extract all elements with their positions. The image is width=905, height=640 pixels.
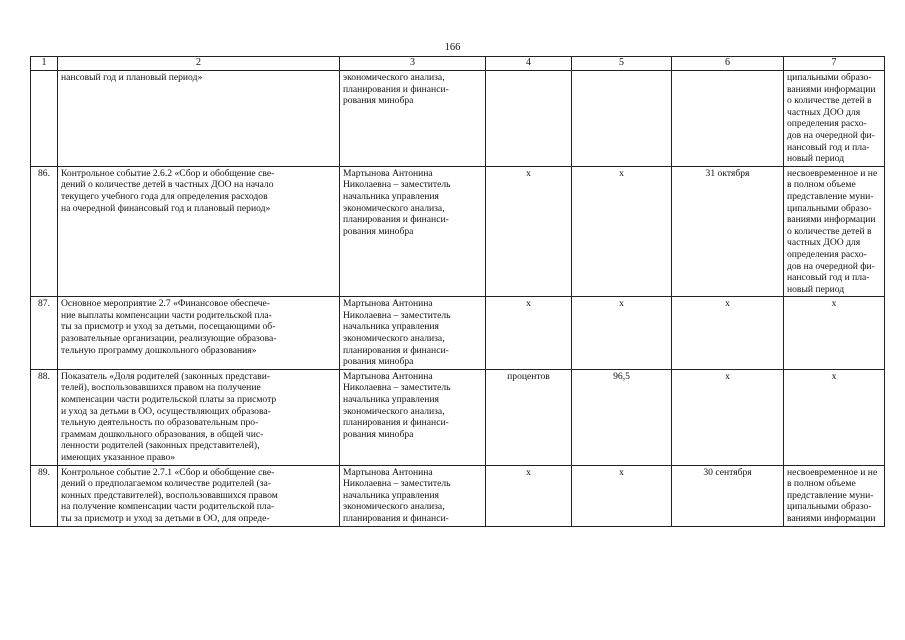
text-line: новый период	[787, 283, 845, 295]
page-number: 166	[444, 42, 461, 53]
text-line: дов на очередной фи-	[787, 260, 875, 272]
deadline-cell: х	[672, 297, 784, 370]
text-line: рования минобра	[343, 95, 414, 107]
text-line: несвоевременное и не	[787, 466, 878, 478]
text-line: в полном объеме	[787, 179, 856, 191]
row-number: 89.	[31, 465, 58, 526]
column-number: 5	[572, 57, 672, 71]
text-line: Николаевна – заместитель	[343, 179, 451, 191]
text-line: Николаевна – заместитель	[343, 309, 451, 321]
unit-cell: х	[486, 465, 572, 526]
note-cell: х	[784, 297, 885, 370]
text-line: Контрольное событие 2.6.2 «Сбор и обобщение све-	[61, 167, 275, 179]
text-line: Мартынова Антонина	[343, 466, 433, 478]
text-line: в полном объеме	[787, 478, 856, 490]
text-line: Основное мероприятие 2.7 «Финансовое обеспече-	[61, 298, 270, 310]
unit-cell: х	[486, 297, 572, 370]
text-line: конных представителей), воспользовавшихся правом	[61, 489, 278, 501]
unit-cell	[486, 71, 572, 167]
table-row	[31, 166, 885, 297]
text-line: экономического анализа,	[343, 333, 445, 345]
text-line: ваниями информации	[787, 214, 876, 226]
text-line: граммам дошкольного образования, в общей чис-	[61, 428, 264, 440]
value-cell: х	[572, 297, 672, 370]
text-line: частных ДОО для	[787, 106, 861, 118]
text-line: на получение компенсации части родительской пла-	[61, 501, 275, 513]
text-line: определения расхо-	[787, 118, 867, 130]
value-cell: х	[572, 465, 672, 526]
responsible-cell	[340, 369, 486, 465]
table-row	[31, 297, 885, 370]
text-line: ние выплаты компенсации части родительской пла-	[61, 309, 272, 321]
text-line: несвоевременное и не	[787, 167, 878, 179]
note-cell	[784, 166, 885, 297]
deadline-cell	[672, 71, 784, 167]
text-line: ципальными образо-	[787, 202, 872, 214]
text-line: нансовый год и пла-	[787, 141, 870, 153]
text-line: Мартынова Антонина	[343, 167, 433, 179]
note-cell	[784, 71, 885, 167]
text-line: планирования и финанси-	[343, 83, 449, 95]
text-line: и уход за детьми в ОО, осуществляющих образова-	[61, 405, 271, 417]
text-line: рования минобра	[343, 225, 414, 237]
text-line: ленности родителей (законных представителей),	[61, 440, 260, 452]
text-line: ваниями информации	[787, 83, 876, 95]
text-line: планирования и финанси-	[343, 214, 449, 226]
deadline-cell: 31 октября	[672, 166, 784, 297]
plan-table	[30, 56, 885, 527]
description-cell	[58, 71, 340, 167]
text-line: экономического анализа,	[343, 202, 445, 214]
text-line: представление муни-	[787, 190, 874, 202]
text-line: ты за присмотр и уход за детьми, посещающими об-	[61, 321, 276, 333]
text-line: Мартынова Антонина	[343, 298, 433, 310]
text-line: текущего учебного года для определения расходов	[61, 190, 268, 202]
responsible-cell	[340, 71, 486, 167]
text-line: частных ДОО для	[787, 237, 861, 249]
text-line: рования минобра	[343, 356, 414, 368]
deadline-cell: 30 сентября	[672, 465, 784, 526]
column-number: 7	[784, 57, 885, 71]
description-cell	[58, 297, 340, 370]
text-line: телей), воспользовавшихся правом на получение	[61, 382, 261, 394]
text-line: Контрольное событие 2.7.1 «Сбор и обобщение све-	[61, 466, 275, 478]
value-cell: х	[572, 166, 672, 297]
row-number: 88.	[31, 369, 58, 465]
text-line: экономического анализа,	[343, 405, 445, 417]
value-cell: 96,5	[572, 369, 672, 465]
text-line: ципальными образо-	[787, 501, 872, 513]
text-line: планирования и финанси-	[343, 344, 449, 356]
column-number: 2	[58, 57, 340, 71]
table-row	[31, 71, 885, 167]
text-line: определения расхо-	[787, 248, 867, 260]
text-line: о количестве детей в	[787, 95, 872, 107]
text-line: Николаевна – заместитель	[343, 382, 451, 394]
text-line: о количестве детей в	[787, 225, 872, 237]
text-line: разовательные организации, реализующие образова-	[61, 333, 277, 345]
unit-cell: процентов	[486, 369, 572, 465]
text-line: начальника управления	[343, 394, 439, 406]
text-line: компенсации части родительской платы за присмотр	[61, 394, 277, 406]
text-line: начальника управления	[343, 489, 439, 501]
text-line: на очередной финансовый год и плановый период»	[61, 202, 271, 214]
table-body	[31, 57, 885, 527]
column-number: 3	[340, 57, 486, 71]
unit-cell: х	[486, 166, 572, 297]
responsible-cell	[340, 166, 486, 297]
text-line: нансовый год и плановый период»	[61, 72, 203, 83]
table-row	[31, 465, 885, 526]
column-number: 1	[31, 57, 58, 71]
text-line: Николаевна – заместитель	[343, 478, 451, 490]
deadline-cell: х	[672, 369, 784, 465]
description-cell	[58, 465, 340, 526]
responsible-cell	[340, 297, 486, 370]
text-line: начальника управления	[343, 321, 439, 333]
text-line: планирования и финанси-	[343, 512, 449, 524]
text-line: ваниями информации	[787, 512, 876, 524]
column-number: 4	[486, 57, 572, 71]
column-number-row	[31, 57, 885, 71]
text-line: рования минобра	[343, 428, 414, 440]
note-cell	[784, 465, 885, 526]
text-line: тельную программу дошкольного образования»	[61, 344, 257, 356]
text-line: экономического анализа,	[343, 501, 445, 513]
text-line: начальника управления	[343, 190, 439, 202]
text-line: планирования и финанси-	[343, 417, 449, 429]
text-line: новый период	[787, 153, 845, 165]
text-line: Показатель «Доля родителей (законных представи-	[61, 370, 271, 382]
row-number: 87.	[31, 297, 58, 370]
value-cell	[572, 71, 672, 167]
row-number: 86.	[31, 166, 58, 297]
text-line: дений о количестве детей в частных ДОО на начало	[61, 179, 274, 191]
text-line: тельную деятельность по образовательным про-	[61, 417, 259, 429]
text-line: экономического анализа,	[343, 72, 445, 83]
text-line: нансовый год и пла-	[787, 272, 870, 284]
text-line: Мартынова Антонина	[343, 370, 433, 382]
table-row	[31, 369, 885, 465]
text-line: ципальными образо-	[787, 72, 872, 83]
text-line: дений о предполагаемом количестве родителей (за-	[61, 478, 272, 490]
description-cell	[58, 369, 340, 465]
text-line: ты за присмотр и уход за детьми в ОО, для опреде-	[61, 512, 270, 524]
text-line: представление муни-	[787, 489, 874, 501]
row-number	[31, 71, 58, 167]
description-cell	[58, 166, 340, 297]
text-line: имеющих указанное право»	[61, 452, 176, 463]
text-line: дов на очередной фи-	[787, 129, 875, 141]
column-number: 6	[672, 57, 784, 71]
responsible-cell	[340, 465, 486, 526]
note-cell: х	[784, 369, 885, 465]
